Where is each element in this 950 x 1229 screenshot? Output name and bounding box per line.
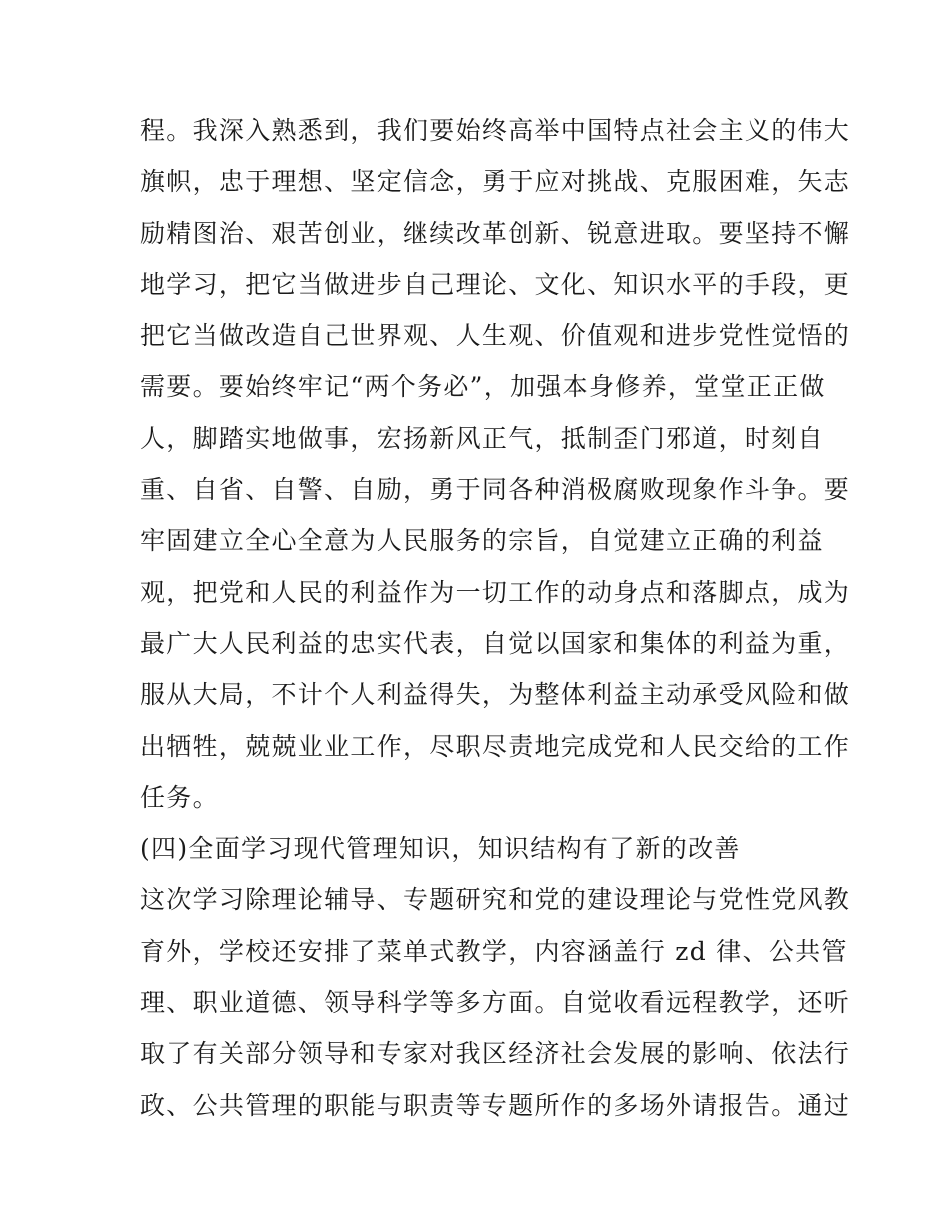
text-line: 最广大人民利益的忠实代表，自觉以国家和集体的利益为重， — [140, 628, 851, 658]
text-line: 取了有关部分领导和专家对我区经济社会发展的影响、依法行 — [140, 1039, 851, 1069]
text-line: 观，把党和人民的利益作为一切工作的动身点和落脚点，成为 — [140, 577, 851, 607]
text-line: 地学习，把它当做进步自己理论、文化、知识水平的手段，更 — [140, 269, 851, 299]
text-line: 把它当做改造自己世界观、人生观、价值观和进步党性觉悟的 — [140, 321, 851, 351]
text-line: 人，脚踏实地做事，宏扬新风正气，抵制歪门邪道，时刻自 — [140, 423, 824, 453]
text-line: 这次学习除理论辅导、专题研究和党的建设理论与党性党风教 — [140, 885, 851, 915]
text-line: 重、自省、自警、自励，勇于同各种消极腐败现象作斗争。要 — [140, 475, 851, 505]
text-line: 程。我深入熟悉到，我们要始终高举中国特点社会主义的伟大 — [140, 116, 851, 145]
section-heading: (四)全面学习现代管理知识，知识结构有了新的改善 — [140, 834, 741, 864]
text-line: 旗帜，忠于理想、坚定信念，勇于应对挑战、克服困难，矢志 — [140, 167, 851, 197]
text-line: 出牺牲，兢兢业业工作，尽职尽责地完成党和人民交给的工作 — [140, 731, 851, 761]
text-line: 励精图治、艰苦创业，继续改革创新、锐意进取。要坚持不懈 — [140, 218, 851, 248]
text-line: 牢固建立全心全意为人民服务的宗旨，自觉建立正确的利益 — [140, 526, 824, 556]
text-line: 服从大局，不计个人利益得失，为整体利益主动承受风险和做 — [140, 680, 851, 710]
text-line: 任务。 — [140, 782, 219, 812]
text-line: 育外，学校还安排了菜单式教学，内容涵盖行 zd 律、公共管 — [140, 936, 848, 966]
text-line: 理、职业道德、领导科学等多方面。自觉收看远程教学，还听 — [140, 988, 851, 1018]
text-line: 政、公共管理的职能与职责等专题所作的多场外请报告。通过 — [140, 1090, 851, 1120]
text-line: 需要。要始终牢记“两个务必”，加强本身修养，堂堂正正做 — [140, 372, 826, 402]
document-body — [140, 105, 851, 1131]
